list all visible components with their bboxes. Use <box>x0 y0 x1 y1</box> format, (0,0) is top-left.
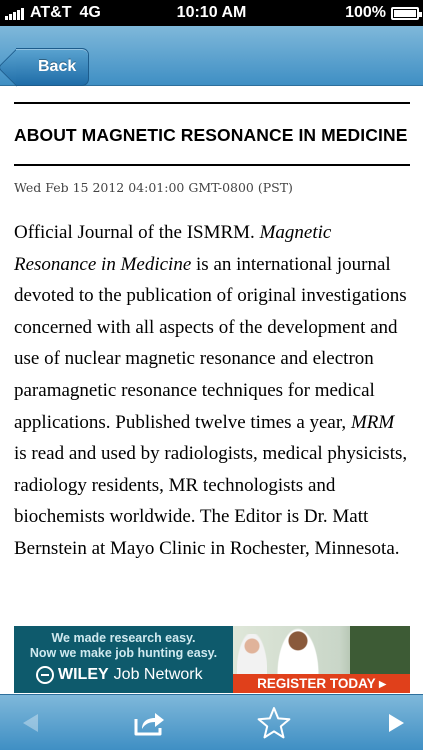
ad-brand <box>36 666 203 684</box>
battery-icon <box>391 7 419 20</box>
forward-arrow-icon <box>389 714 404 732</box>
back-arrow-icon <box>23 714 38 732</box>
ad-subheadline: Now we make job hunting easy. <box>29 646 218 660</box>
status-right <box>345 4 419 22</box>
next-button[interactable] <box>366 695 423 750</box>
favorite-button[interactable] <box>244 695 304 750</box>
ad-text-panel <box>14 626 233 693</box>
title-divider <box>14 164 410 166</box>
article-body <box>14 217 410 565</box>
ad-photo-person-icon <box>277 628 319 674</box>
status-bar <box>0 0 423 26</box>
ad-photo-panel <box>233 626 410 693</box>
ad-photo-chalkboard-icon <box>350 626 410 674</box>
article-date: Wed Feb 15 2012 04:01:00 GMT-0800 (PST) <box>14 180 293 195</box>
body-text-part: Official Journal of the ISMRM. <box>14 222 260 243</box>
status-time: 10:10 AM <box>176 4 247 21</box>
star-icon <box>257 706 291 740</box>
ad-banner[interactable] <box>14 626 410 693</box>
top-divider <box>14 102 410 104</box>
ad-network-name: Job Network <box>113 666 203 683</box>
back-button[interactable]: Back <box>16 48 89 86</box>
journal-name: Magnetic Resonance in Medicine <box>14 222 332 275</box>
previous-button[interactable] <box>0 695 60 750</box>
ad-headline: We made research easy. <box>51 631 196 645</box>
body-text-part: is an international journal devoted to the publication of original investigations concerned with all aspects of the development and use of nuclear magnetic resonance and electron paramagnetic resonance techniques for medical applications. Published twelve times a year, <box>14 253 407 433</box>
journal-abbreviation: MRM <box>350 411 395 433</box>
bottom-toolbar <box>0 694 423 750</box>
body-text-part: is read and used by radiologists, medical physicists, radiology residents, MR technologists and biochemists worldwide. The Editor is Dr. Matt Bernstein at Mayo Clinic in Rochester, Minnesota. <box>14 443 408 559</box>
article-content <box>14 86 410 565</box>
ad-brand-name: WILEY <box>58 666 109 683</box>
network-label: 4G <box>79 4 101 21</box>
carrier-label: AT&T <box>30 4 72 21</box>
wiley-logo-icon <box>36 666 54 684</box>
share-icon <box>132 709 166 737</box>
ad-register-button[interactable]: REGISTER TODAY ▸ <box>233 674 410 693</box>
navigation-bar <box>0 26 423 86</box>
article-title: ABOUT MAGNETIC RESONANCE IN MEDICINE <box>14 125 408 145</box>
ad-photo-doctor-icon <box>237 634 267 674</box>
battery-percent: 100% <box>345 4 386 21</box>
share-button[interactable] <box>119 695 179 750</box>
